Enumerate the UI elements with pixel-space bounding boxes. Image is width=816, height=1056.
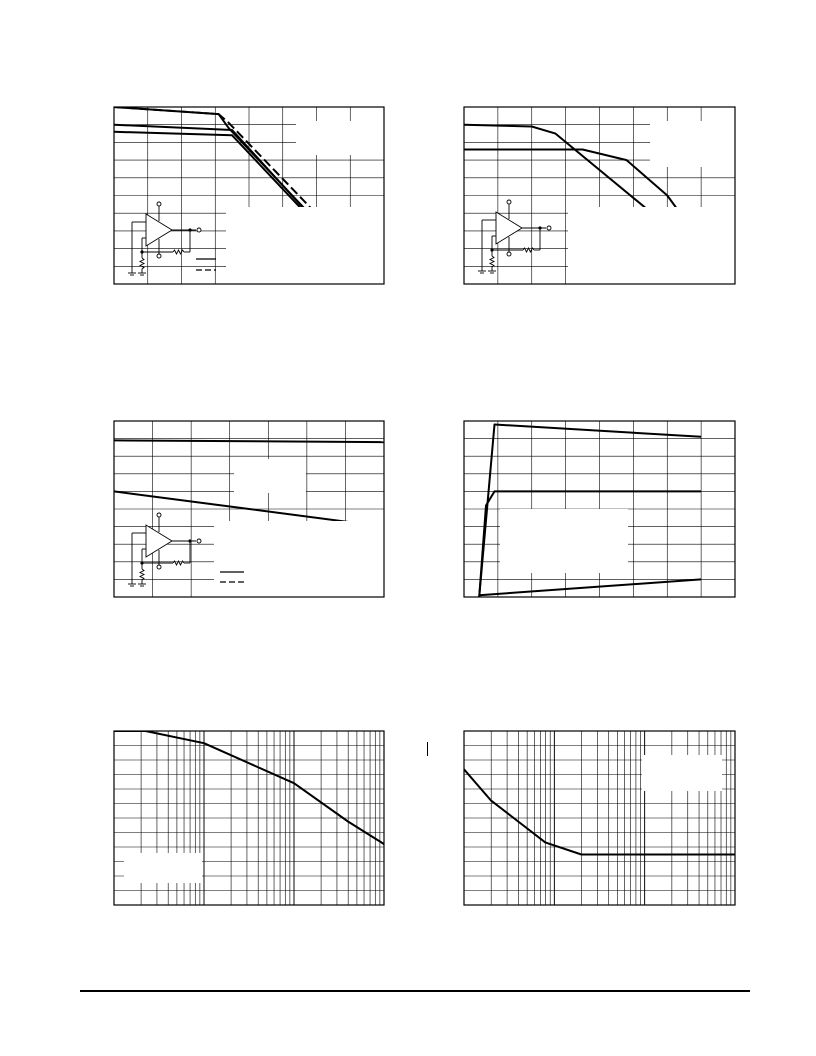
chart-4-inset-panel: [500, 509, 628, 573]
chart-2-opamp-vminus-pin: [507, 252, 511, 256]
chart-4: [464, 421, 735, 597]
chart-2-feedback-resistor: [523, 248, 534, 252]
chart-5-series-1-line: [114, 731, 384, 844]
chart-3-feedback-resistor: [173, 561, 184, 565]
chart-2-inset-panel: [650, 121, 735, 167]
chart-2-svg: [464, 107, 735, 284]
margin-bar-mark: [427, 742, 428, 756]
chart-5-curves: [114, 731, 384, 844]
chart-3-opamp-vplus-pin: [157, 513, 161, 517]
chart-3-ground-resistor: [140, 569, 144, 584]
chart-5-svg: [114, 731, 384, 905]
footer-rule: [80, 990, 750, 992]
chart-4-svg: [464, 421, 735, 597]
chart-1: [114, 107, 384, 284]
chart-5: [114, 731, 384, 905]
chart-3-inset-panel: [234, 459, 306, 493]
chart-6: [464, 731, 735, 905]
chart-6-inset-panel: [642, 755, 722, 791]
chart-2: [464, 107, 735, 284]
chart-3-svg: [114, 421, 384, 597]
chart-2-ground-resistor: [490, 256, 494, 271]
chart-4-series-3-line: [479, 579, 701, 595]
chart-1-inset-panel: [226, 207, 384, 284]
chart-2-opamp-output-pin: [547, 226, 551, 230]
chart-3: [114, 421, 384, 597]
chart-3-series-1-line: [114, 440, 384, 442]
chart-3-inset-panel: [214, 521, 384, 597]
chart-5-inset-panel: [124, 853, 202, 883]
chart-1-ground-resistor: [140, 258, 144, 273]
chart-3-opamp-output-pin: [197, 539, 201, 543]
chart-1-opamp-vplus-pin: [157, 202, 161, 206]
chart-1-svg: [114, 107, 384, 284]
chart-1-opamp-vminus-pin: [157, 254, 161, 258]
chart-1-inset-panel: [296, 121, 384, 155]
chart-2-opamp-vplus-pin: [507, 200, 511, 204]
chart-6-svg: [464, 731, 735, 905]
chart-1-feedback-resistor: [173, 250, 184, 254]
chart-1-opamp-output-pin: [197, 228, 201, 232]
chart-3-opamp-vminus-pin: [157, 565, 161, 569]
chart-2-inset-panel: [568, 207, 735, 284]
